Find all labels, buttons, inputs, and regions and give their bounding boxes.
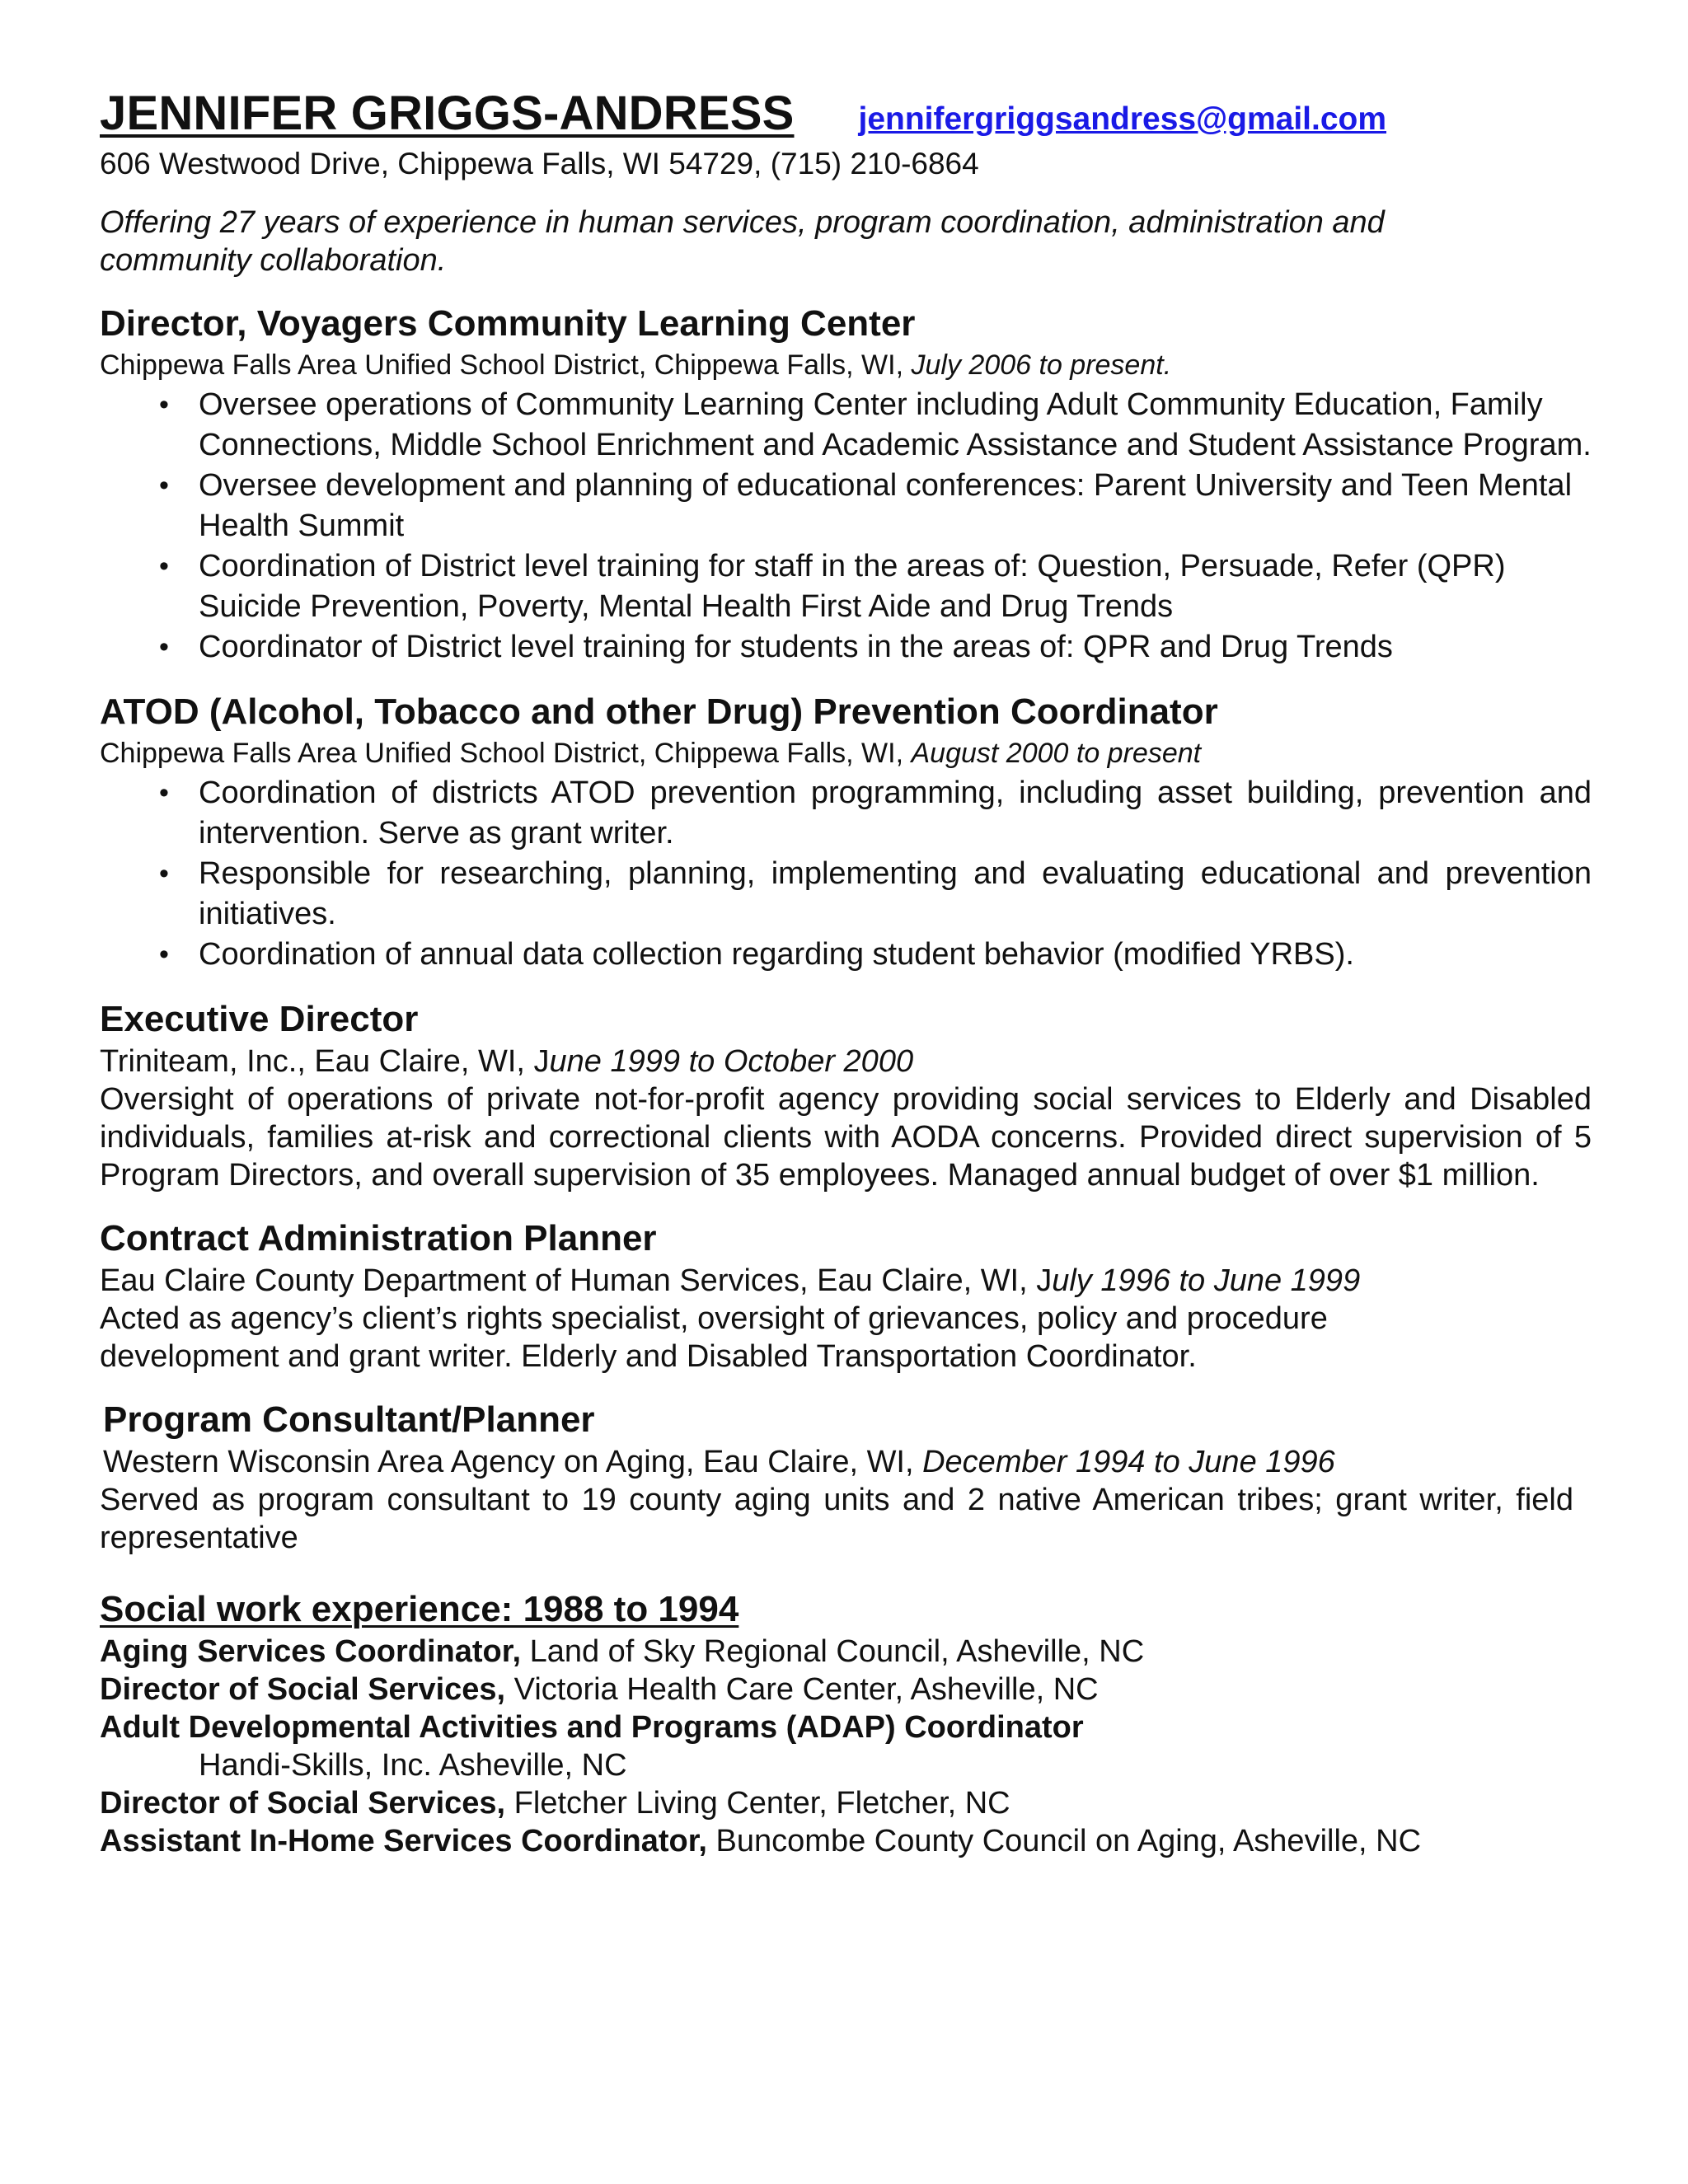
job-org: Chippewa Falls Area Unified School District, Chippewa Falls, WI, July 2006 to present.	[100, 349, 1172, 381]
job-director-voyagers	[100, 301, 1592, 668]
job-dates: August 2000 to present	[911, 738, 1202, 769]
contact-address: 606 Westwood Drive, Chippewa Falls, WI 54729, (715) 210-6864	[100, 147, 979, 180]
list-item: • Coordination of District level training for staff in the areas of: Question, Persuade, Refer (QPR) Suicide Prevention, Poverty, Mental Health First Aide and Drug Trends	[100, 546, 1592, 627]
list-item: • Coordination of annual data collection regarding student behavior (modified YRBS).	[100, 935, 1592, 975]
list-item-continuation: Handi-Skills, Inc. Asheville, NC	[199, 1748, 627, 1783]
header	[100, 86, 1592, 141]
job-bullets	[100, 773, 1592, 975]
job-description: Oversight of operations of private not-for-profit agency providing social services to Elderly and Disabled individuals, families at-risk and correctional clients with AODA concerns. Provided direct supervision of 5 Program Directors, and overall supervision of 35 employees. Managed annual budget of over $1 million.	[100, 1082, 1592, 1193]
job-title: Contract Administration Planner	[100, 1218, 657, 1258]
bullet-icon: •	[159, 551, 169, 582]
job-program-consultant	[100, 1397, 1592, 1557]
list-item: Director of Social Services, Victoria Health Care Center, Asheville, NC	[100, 1672, 1099, 1707]
job-org: Eau Claire County Department of Human Services, Eau Claire, WI, July 1996 to June 1999	[100, 1263, 1361, 1298]
job-title: Program Consultant/Planner	[103, 1399, 595, 1440]
bullet-icon: •	[159, 470, 169, 501]
list-item: Director of Social Services, Fletcher Living Center, Fletcher, NC	[100, 1786, 1010, 1821]
list-item: • Oversee development and planning of educational conferences: Parent University and Teen Mental Health Summit	[100, 466, 1592, 546]
job-title: ATOD (Alcohol, Tobacco and other Drug) Prevention Coordinator	[100, 691, 1218, 732]
job-org: Chippewa Falls Area Unified School District, Chippewa Falls, WI, August 2000 to present	[100, 738, 1202, 769]
list-item: Adult Developmental Activities and Programs (ADAP) Coordinator	[100, 1710, 1084, 1745]
job-dates: December 1994 to June 1996	[922, 1445, 1335, 1479]
email-link[interactable]: jennifergriggsandress@gmail.com	[858, 101, 1387, 137]
bullet-icon: •	[159, 631, 169, 663]
job-contract-planner	[100, 1216, 1592, 1376]
summary: Offering 27 years of experience in human services, program coordination, administration and community collaboration.	[100, 205, 1385, 278]
job-title: Executive Director	[100, 999, 419, 1039]
bullet-icon: •	[159, 389, 169, 420]
social-work-list	[100, 1633, 1592, 1860]
job-executive-director	[100, 996, 1592, 1194]
list-item: • Coordinator of District level training for students in the areas of: QPR and Drug Trends	[100, 627, 1592, 668]
list-item: Assistant In-Home Services Coordinator, Buncombe County Council on Aging, Asheville, NC	[100, 1824, 1422, 1858]
bullet-icon: •	[159, 777, 169, 808]
job-bullets	[100, 385, 1592, 668]
list-item: Aging Services Coordinator, Land of Sky Regional Council, Asheville, NC	[100, 1634, 1145, 1669]
social-work-heading: Social work experience: 1988 to 1994	[100, 1589, 739, 1629]
bullet-icon: •	[159, 939, 169, 970]
candidate-name: JENNIFER GRIGGS-ANDRESS	[100, 87, 795, 140]
job-title: Director, Voyagers Community Learning Center	[100, 303, 916, 344]
job-description: Acted as agency’s client’s rights specialist, oversight of grievances, policy and procedure development and grant writer. Elderly and Disabled Transportation Coordinator.	[100, 1301, 1328, 1374]
bullet-icon: •	[159, 858, 169, 889]
list-item: • Oversee operations of Community Learning Center including Adult Community Education, Family Connections, Middle School Enrichment and Academic Assistance and Student Assistance Program.	[100, 385, 1592, 466]
job-description: Served as program consultant to 19 county aging units and 2 native American tribes; grant writer, field representative	[100, 1483, 1573, 1555]
job-dates: uly 1996 to June 1999	[1052, 1263, 1361, 1298]
job-org: Western Wisconsin Area Agency on Aging, Eau Claire, WI, December 1994 to June 1996	[103, 1445, 1335, 1479]
job-dates: July 2006 to present.	[911, 349, 1172, 381]
job-org: Triniteam, Inc., Eau Claire, WI, June 1999 to October 2000	[100, 1044, 914, 1079]
list-item: • Responsible for researching, planning, implementing and evaluating educational and prevention initiatives.	[100, 854, 1592, 935]
job-atod-coordinator	[100, 689, 1592, 975]
list-item: • Coordination of districts ATOD prevention programming, including asset building, prevention and intervention. Serve as grant writer.	[100, 773, 1592, 854]
resume-content	[100, 86, 1592, 1860]
job-dates: une 1999 to October 2000	[549, 1044, 914, 1079]
